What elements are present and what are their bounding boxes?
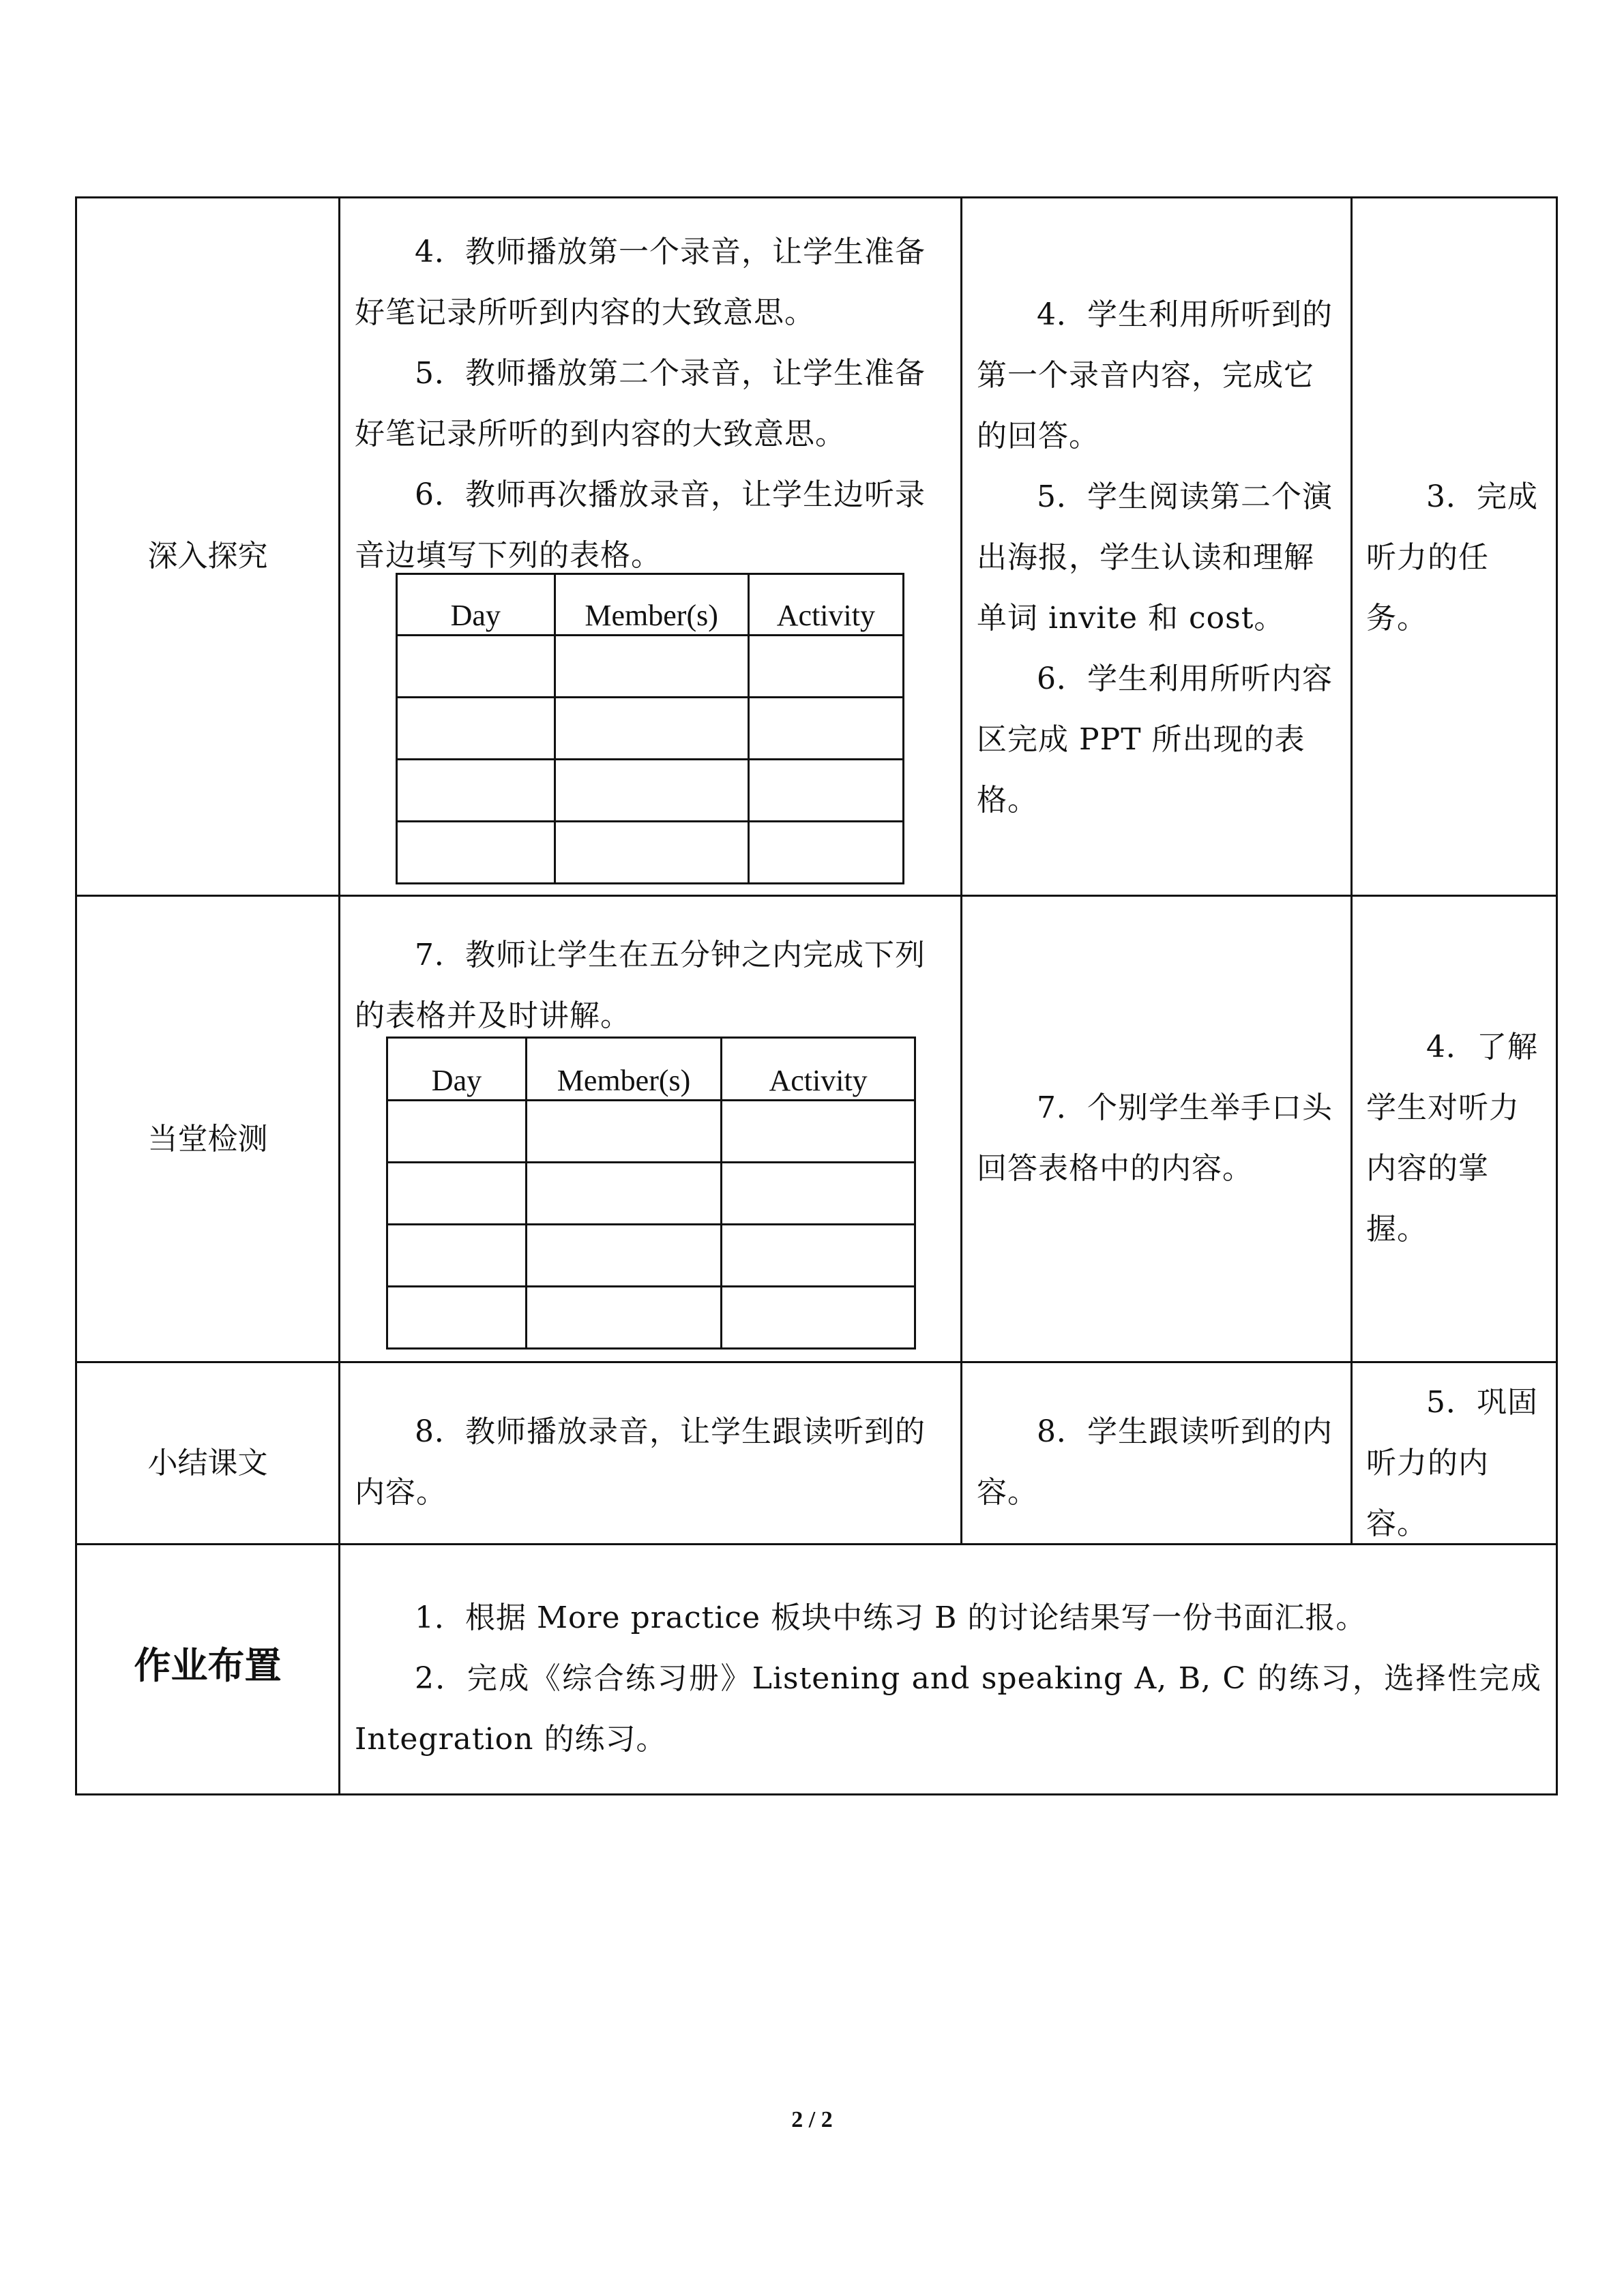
- table-border-right: [1556, 196, 1558, 1795]
- purpose-summary: 5．巩固听力的内容。: [1366, 1385, 1538, 1541]
- table-row: [387, 1225, 915, 1287]
- row-divider-3: [75, 1543, 1558, 1545]
- header-members: Member(s): [555, 574, 748, 636]
- header-members: Member(s): [526, 1038, 721, 1101]
- column-divider-1: [338, 196, 340, 1795]
- table-row: [397, 760, 904, 822]
- listening-record-table-2: [386, 1037, 916, 1350]
- purpose-check: 4．了解学生对听力内容的掌握。: [1366, 1030, 1538, 1247]
- header-day: Day: [397, 574, 555, 636]
- listening-record-table-1: [396, 573, 904, 884]
- table-border-left: [75, 196, 77, 1795]
- table-row: [387, 1287, 915, 1349]
- teacher-step-8: 8．教师播放录音，让学生跟读听到的内容。: [355, 1414, 926, 1510]
- row-label-homework: 作业布置: [134, 1643, 282, 1687]
- row-label-check: 当堂检测: [147, 1122, 268, 1157]
- student-step-5: 5．学生阅读第二个演出海报，学生认读和理解单词 invite 和 cost。: [977, 479, 1333, 636]
- teacher-step-7: 7．教师让学生在五分钟之内完成下列的表格并及时讲解。: [355, 938, 926, 1033]
- column-divider-2: [960, 196, 962, 1545]
- student-step-4: 4．学生利用所听到的第一个录音内容，完成它的回答。: [977, 297, 1333, 453]
- table-border-top: [75, 196, 1558, 198]
- teacher-step-4: 4．教师播放第一个录音，让学生准备好笔记录所听到内容的大致意思。: [355, 235, 926, 330]
- column-divider-3: [1350, 196, 1353, 1545]
- row-divider-1: [75, 895, 1558, 897]
- homework-item-2: 2．完成《综合练习册》Listening and speaking A, B, C 的练习，选择性完成 Integration 的练习。: [355, 1661, 1541, 1757]
- student-step-7: 7．个别学生举手口头回答表格中的内容。: [977, 1090, 1333, 1186]
- purpose-explore: 3．完成听力的任务。: [1366, 479, 1538, 636]
- header-day: Day: [387, 1038, 527, 1101]
- table-row: [397, 636, 904, 698]
- page-number: 2 / 2: [791, 2107, 833, 2132]
- table-row: [387, 1163, 915, 1225]
- row-divider-2: [75, 1361, 1558, 1363]
- student-step-6: 6．学生利用所听内容区完成 PPT 所出现的表格。: [977, 661, 1333, 818]
- table-row: [397, 822, 904, 884]
- table-row: [397, 698, 904, 760]
- homework-item-1: 1．根据 More practice 板块中练习 B 的讨论结果写一份书面汇报。: [415, 1600, 1367, 1635]
- row-label-summary: 小结课文: [147, 1446, 268, 1480]
- teacher-step-5: 5．教师播放第二个录音，让学生准备好笔记录所听的到内容的大致意思。: [355, 356, 926, 451]
- header-activity: Activity: [722, 1038, 915, 1101]
- row-label-explore: 深入探究: [147, 539, 268, 573]
- table-border-bottom: [75, 1793, 1558, 1795]
- student-step-8: 8．学生跟读听到的内容。: [977, 1414, 1333, 1510]
- header-activity: Activity: [748, 574, 903, 636]
- table-row: [387, 1101, 915, 1163]
- teacher-step-6: 6．教师再次播放录音，让学生边听录音边填写下列的表格。: [355, 477, 926, 573]
